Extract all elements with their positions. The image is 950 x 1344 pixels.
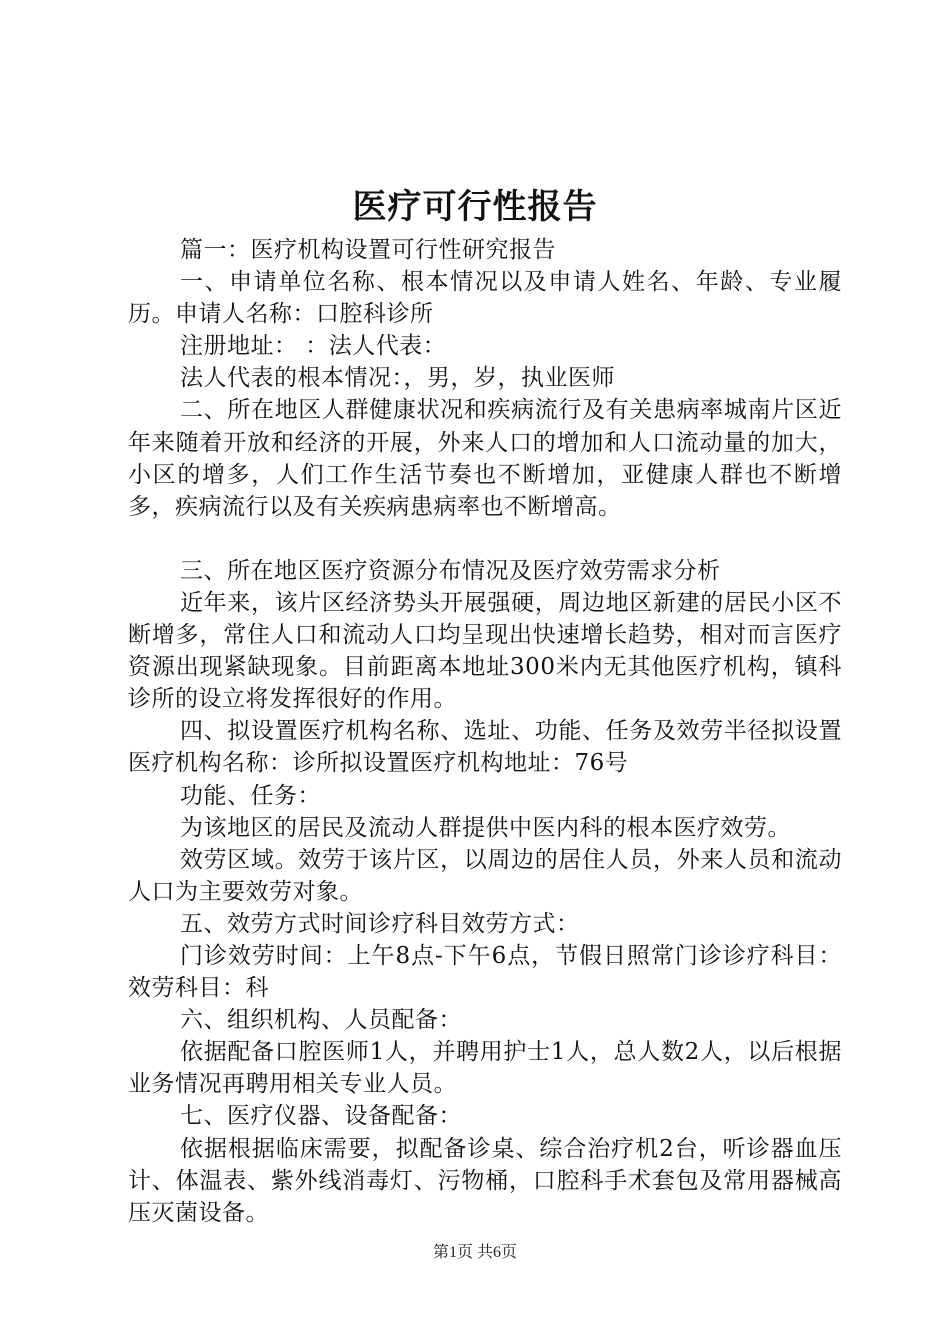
paragraph-resources: 近年来，该片区经济势头开展强硬，周边地区新建的居民小区不断增多，常住人口和流动人口均呈现出快速增长趋势，相对而言医疗资源出现紧缺现象。目前距离本地址300米内无其他医疗机构，镇科诊所的设立将发挥很好的作用。	[128, 589, 842, 713]
paragraph-service-hours: 门诊效劳时间：上午8点-下午6点，节假日照常门诊诊疗科目：效劳科目：科	[128, 942, 842, 1002]
paragraph-facility-name: 四、拟设置医疗机构名称、选址、功能、任务及效劳半径拟设置医疗机构名称：诊所拟设置医疗机构地址：76号	[128, 718, 842, 777]
paragraph-address: 注册地址： ：法人代表：	[180, 333, 447, 360]
paragraph-staffing: 依据配备口腔医师1人，并聘用护士1人，总人数2人，以后根据业务情况再聘用相关专业人员。	[128, 1039, 842, 1098]
paragraph-legal-rep: 法人代表的根本情况：，男，岁，执业医师	[180, 365, 615, 392]
paragraph-section-heading: 篇一：医疗机构设置可行性研究报告	[180, 237, 556, 263]
paragraph-spacer	[128, 523, 842, 555]
document-body	[128, 234, 842, 1229]
page-number: 第1页 共6页	[432, 1244, 517, 1261]
paragraph-service-area: 效劳区域。效劳于该片区，以周边的居住人员，外来人员和流动人口为主要效劳对象。	[128, 846, 842, 905]
paragraph-applicant: 一、申请单位名称、根本情况以及申请人姓名、年龄、专业履历。申请人名称：口腔科诊所	[128, 269, 842, 328]
paragraph-health-status: 二、所在地区人群健康状况和疾病流行及有关患病率城南片区近年来随着开放和经济的开展，外来人口的增加和人口流动量的加大，小区的增多，人们工作生活节奏也不断增加，亚健康人群也不断增多，疾病流行以及有关疾病患病率也不断增高。	[128, 397, 842, 520]
paragraph-resources-heading: 三、所在地区医疗资源分布情况及医疗效劳需求分析	[180, 557, 721, 584]
document-title: 医疗可行性报告	[352, 187, 598, 227]
paragraph-service-mode-heading: 五、效劳方式时间诊疗科目效劳方式：	[180, 910, 580, 937]
paragraph-equipment: 依据根据临床需要，拟配备诊桌、综合治疗机2台，听诊器血压计、体温表、紫外线消毒灯、污物桶，口腔科手术套包及常用器械高压灭菌设备。	[128, 1135, 842, 1226]
paragraph-staffing-heading: 六、组织机构、人员配备：	[180, 1007, 462, 1034]
paragraph-functions: 为该地区的居民及流动人群提供中医内科的根本医疗效劳。	[180, 814, 791, 841]
paragraph-functions-heading: 功能、任务：	[180, 782, 321, 809]
paragraph-equipment-heading: 七、医疗仪器、设备配备：	[180, 1103, 462, 1130]
